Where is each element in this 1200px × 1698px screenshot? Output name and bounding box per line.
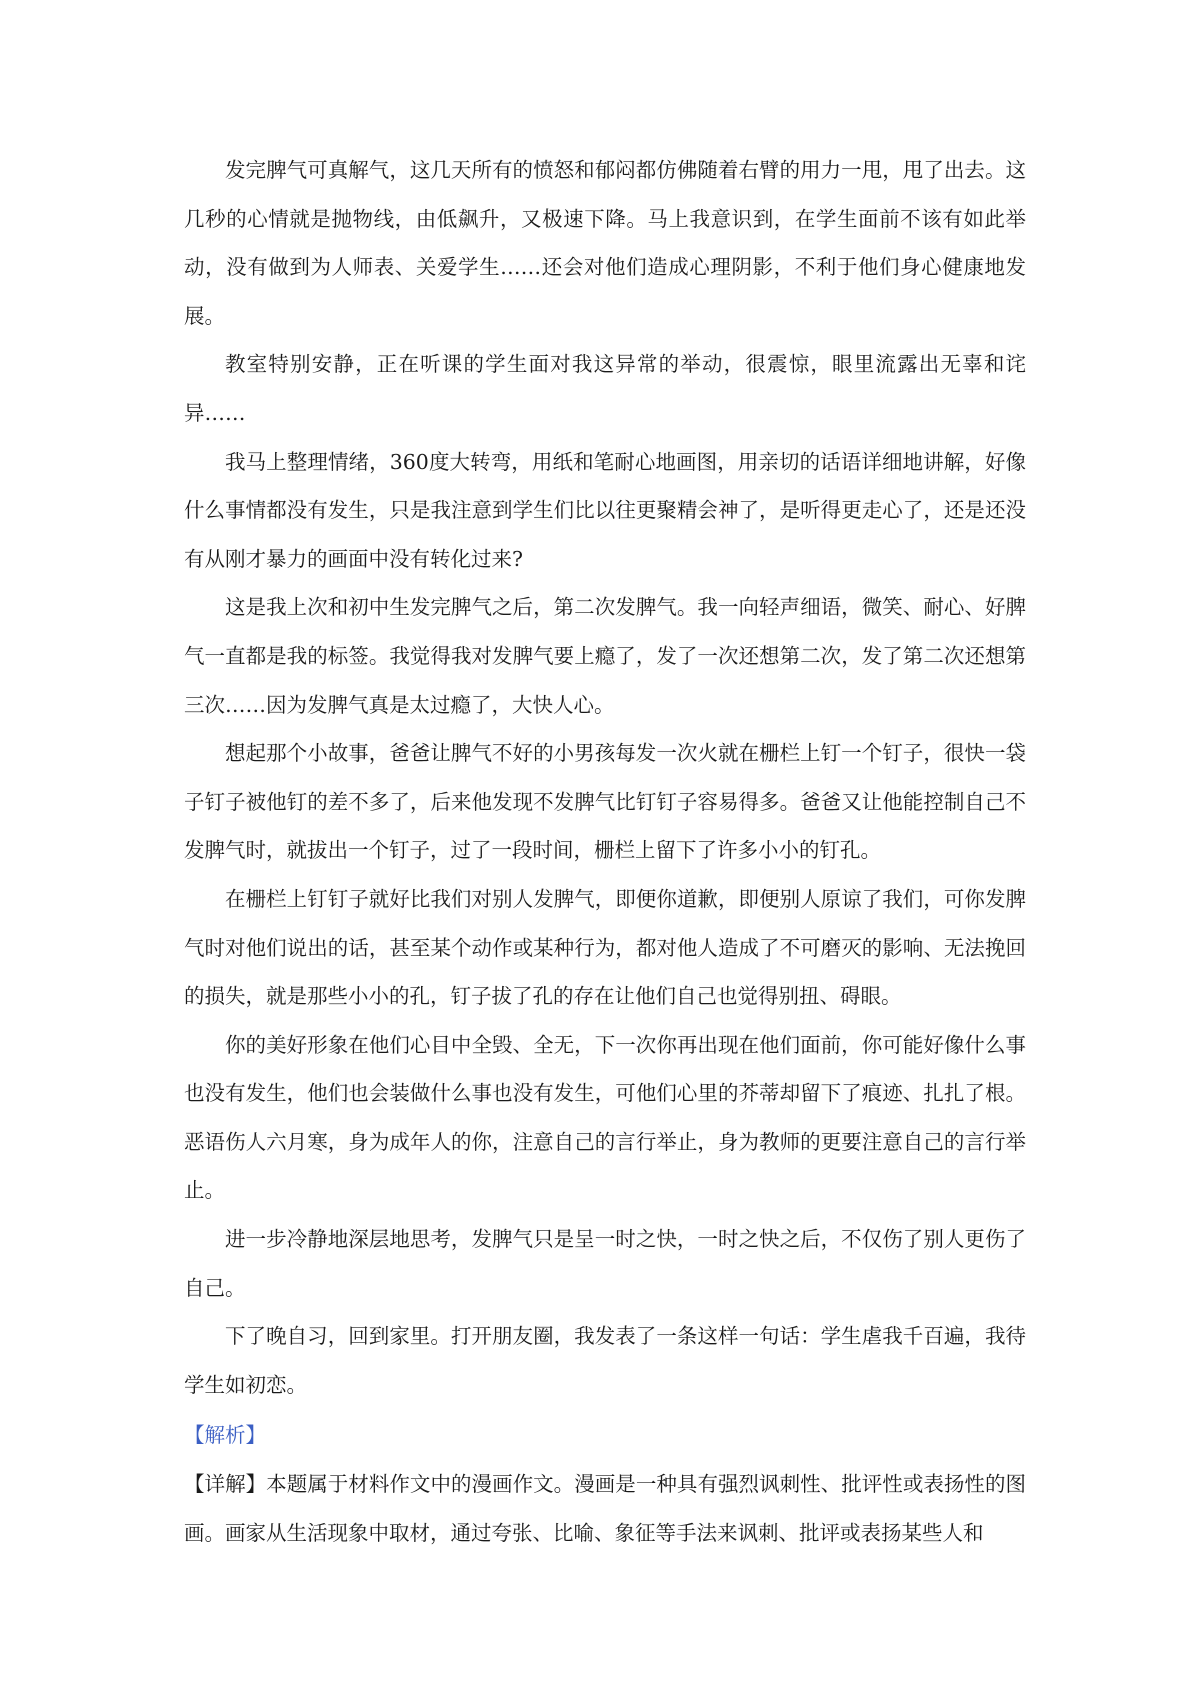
essay-paragraph-8: 进一步冷静地深层地思考，发脾气只是呈一时之快，一时之快之后，不仅伤了别人更伤了自己。: [184, 1227, 1026, 1300]
essay-paragraph-6: 在栅栏上钉钉子就好比我们对别人发脾气，即便你道歉，即便别人原谅了我们，可你发脾气时对他们说出的话，甚至某个动作或某种行为，都对他人造成了不可磨灭的影响、无法挽回的损失，就是那些小小的孔，钉子拔了孔的存在让他们自己也觉得别扭、碍眼。: [184, 886, 1026, 1009]
document-page: [184, 146, 1026, 1557]
analysis-detail: [184, 1460, 1026, 1557]
essay-paragraph-2: 教室特别安静，正在听课的学生面对我这异常的举动，很震惊，眼里流露出无辜和诧异……: [184, 352, 1026, 425]
analysis-title: 【解析】: [184, 1423, 266, 1448]
detail-label: 【详解】: [184, 1472, 267, 1497]
detail-text: 本题属于材料作文中的漫画作文。漫画是一种具有强烈讽刺性、批评性或表扬性的图画。画家从生活现象中取材，通过夸张、比喻、象征等手法来讽刺、批评或表扬某些人和: [184, 1472, 1027, 1545]
essay-paragraph-9: 下了晚自习，回到家里。打开朋友圈，我发表了一条这样一句话：学生虐我千百遍，我待学生如初恋。: [184, 1324, 1026, 1397]
essay-paragraph-1: 发完脾气可真解气，这几天所有的愤怒和郁闷都仿佛随着右臂的用力一甩，甩了出去。这几秒的心情就是抛物线，由低飙升，又极速下降。马上我意识到，在学生面前不该有如此举动，没有做到为人师表、关爱学生……还会对他们造成心理阴影，不利于他们身心健康地发展。: [184, 158, 1026, 328]
analysis-heading: [184, 1411, 1026, 1460]
essay-paragraph-7: 你的美好形象在他们心目中全毁、全无，下一次你再出现在他们面前，你可能好像什么事也没有发生，他们也会装做什么事也没有发生，可他们心里的芥蒂却留下了痕迹、扎扎了根。恶语伤人六月寒，身为成年人的你，注意自己的言行举止，身为教师的更要注意自己的言行举止。: [184, 1032, 1026, 1203]
essay-paragraph-4: 这是我上次和初中生发完脾气之后，第二次发脾气。我一向轻声细语，微笑、耐心、好脾气一直都是我的标签。我觉得我对发脾气要上瘾了，发了一次还想第二次，发了第二次还想第三次……因为发脾气真是太过瘾了，大快人心。: [184, 595, 1026, 717]
essay-paragraph-5: 想起那个小故事，爸爸让脾气不好的小男孩每发一次火就在栅栏上钉一个钉子，很快一袋子钉子被他钉的差不多了，后来他发现不发脾气比钉钉子容易得多。爸爸又让他能控制自己不发脾气时，就拔出一个钉子，过了一段时间，栅栏上留下了许多小小的钉孔。: [184, 741, 1026, 863]
essay-paragraph-3: 我马上整理情绪，360度大转弯，用纸和笔耐心地画图，用亲切的话语详细地讲解，好像什么事情都没有发生，只是我注意到学生们比以往更聚精会神了，是听得更走心了，还是还没有从刚才暴力的画面中没有转化过来?: [184, 449, 1026, 571]
